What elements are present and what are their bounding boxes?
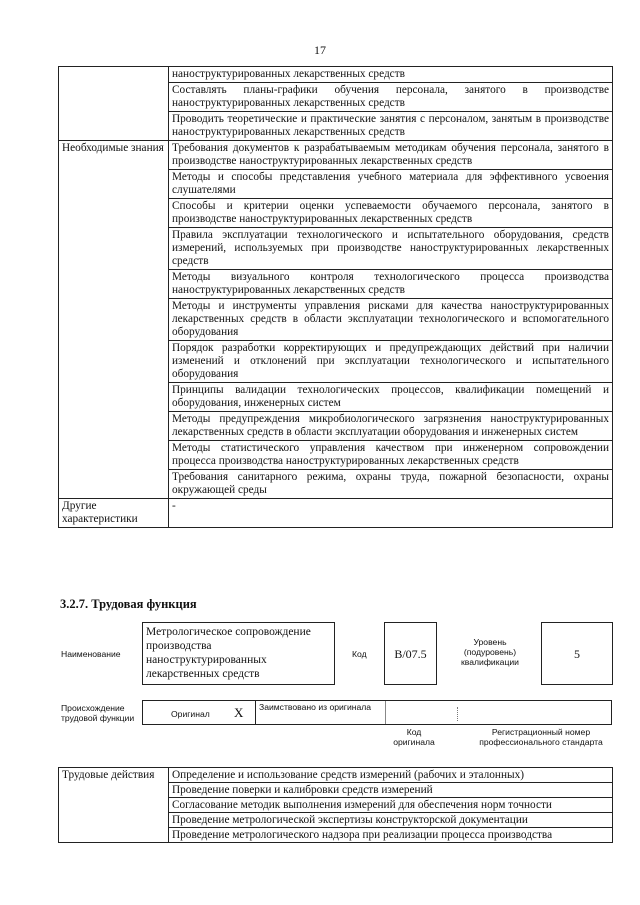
- continuation-row: наноструктурированных лекарственных средств: [169, 67, 613, 83]
- section-heading: 3.2.7. Трудовая функция: [60, 597, 197, 611]
- knowledge-item: Методы визуального контроля технологического процесса производства наноструктурированных лекарственных средств: [169, 270, 613, 299]
- level-box: 5: [541, 622, 613, 685]
- action-item: Проведение метрологического надзора при реализации процесса производства: [169, 828, 613, 843]
- knowledge-item: Методы и инструменты управления рисками для качества наноструктурированных лекарственных средств в области эксплуатации технологического и вспомогательного оборудования: [169, 299, 613, 341]
- knowledge-item: Способы и критерии оценки успеваемости обучаемого персонала, занятого в производстве наноструктурированных лекарственных средств: [169, 199, 613, 228]
- continuation-row: Проводить теоретические и практические занятия с персоналом, занятым в производстве наноструктурированных лекарственных средств: [169, 112, 613, 141]
- labor-actions-table: [58, 767, 613, 843]
- page-number: 17: [314, 43, 326, 57]
- action-item: Проведение поверки и калибровки средств измерений: [169, 783, 613, 798]
- continuation-row: Составлять планы-графики обучения персонала, занятого в производстве наноструктурированных лекарственных средств: [169, 83, 613, 112]
- labor-actions-label: Трудовые действия: [59, 768, 169, 843]
- knowledge-item: Методы предупреждения микробиологического загрязнения наноструктурированных лекарственных средств в области эксплуатации оборудования и инженерных систем: [169, 412, 613, 441]
- function-code-box: B/07.5: [384, 622, 437, 685]
- code-original-label: Код оригинала: [393, 727, 435, 747]
- origin-box: [142, 700, 612, 725]
- other-characteristics-label: Другие характеристики: [59, 499, 169, 528]
- knowledge-item: Принципы валидации технологических процессов, квалификации помещений и оборудования, инженерных систем: [169, 383, 613, 412]
- other-characteristics-value: -: [169, 499, 613, 528]
- knowledge-item: Методы и способы представления учебного материала для эффективного усвоения слушателями: [169, 170, 613, 199]
- knowledge-item: Методы статистического управления качеством при инженерном сопровождении процесса производства наноструктурированных лекарственных средств: [169, 441, 613, 470]
- origin-divider: [457, 707, 458, 721]
- necessary-knowledge-label: Необходимые знания: [59, 141, 169, 499]
- name-label: Наименование: [61, 649, 121, 659]
- reg-number-label: Регистрационный номер профессионального стандарта: [479, 727, 603, 747]
- origin-divider: [385, 701, 386, 724]
- borrowed-label: Заимствовано из оригинала: [259, 702, 372, 712]
- level-label: Уровень (подуровень) квалификации: [461, 637, 519, 667]
- knowledge-item: Требования санитарного режима, охраны труда, пожарной безопасности, охраны окружающей среды: [169, 470, 613, 499]
- action-item: Определение и использование средств измерений (рабочих и эталонных): [169, 768, 613, 783]
- knowledge-item: Порядок разработки корректирующих и предупреждающих действий при наличии изменений и отклонений при эксплуатации технологического и испытательного оборудования: [169, 341, 613, 383]
- empty-label-cell: [59, 67, 169, 141]
- knowledge-item: Требования документов к разрабатываемым методикам обучения персонала, занятого в производстве наноструктурированных лекарственных средств: [169, 141, 613, 170]
- origin-divider: [255, 701, 256, 724]
- original-label: Оригинал: [171, 709, 210, 719]
- origin-label: Происхождение трудовой функции: [61, 703, 135, 723]
- code-label: Код: [352, 649, 367, 659]
- action-item: Согласование методик выполнения измерений для обеспечения норм точности: [169, 798, 613, 813]
- knowledge-item: Правила эксплуатации технологического и испытательного оборудования, средств измерений, используемых при производстве наноструктурированных лекарственных средств: [169, 228, 613, 270]
- function-name-box: Метрологическое сопровождение производства наноструктурированных лекарственных средств: [142, 622, 335, 685]
- knowledge-table: [58, 66, 613, 528]
- action-item: Проведение метрологической экспертизы конструкторской документации: [169, 813, 613, 828]
- original-mark: X: [234, 705, 244, 720]
